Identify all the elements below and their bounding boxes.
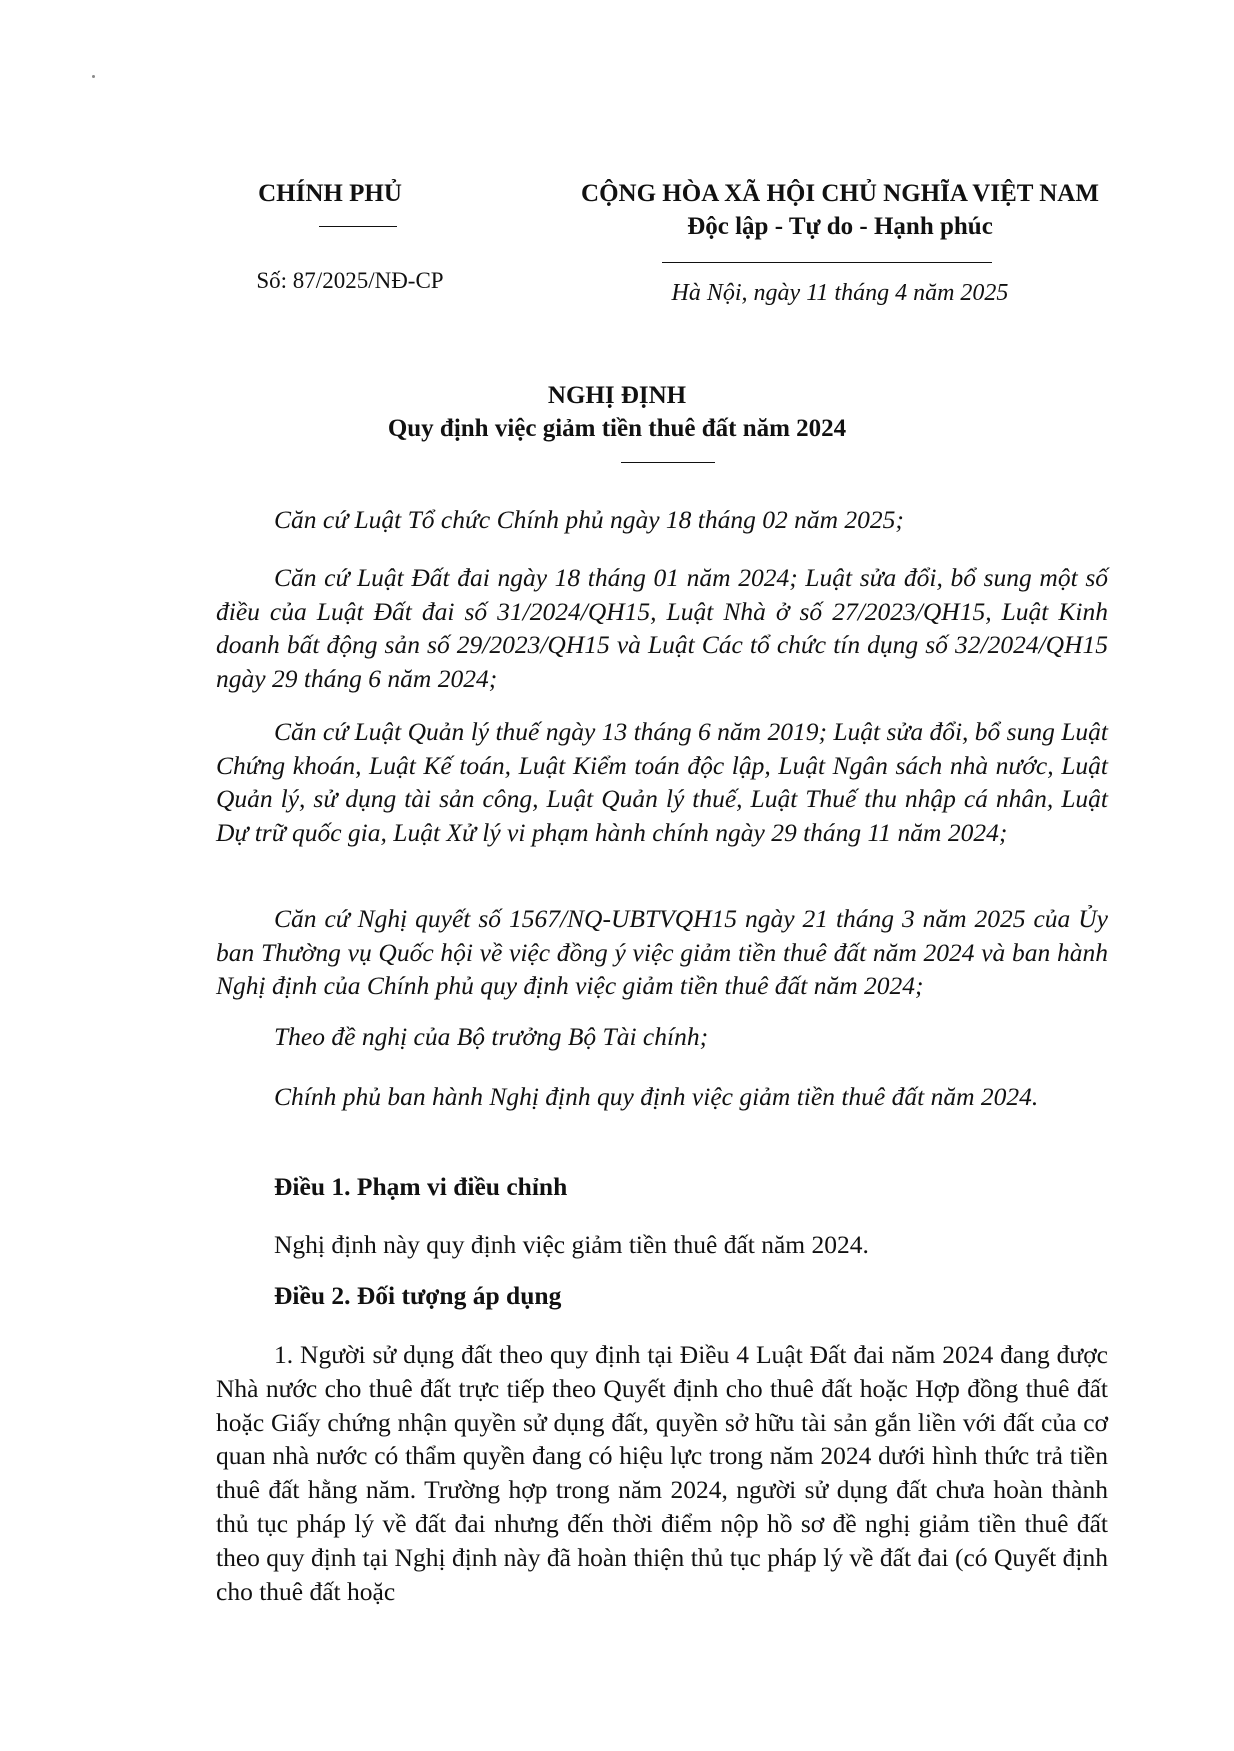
article-text: 1. Người sử dụng đất theo quy định tại Điều 4 Luật Đất đai năm 2024 đang được Nhà nước cho thuê đất trực tiếp theo Quyết định cho thuê đất hoặc Hợp đồng thuê đất hoặc Giấy chứng nhận quyền sử dụng đất, quyền sở hữu tài sản gắn liền với đất của cơ quan nhà nước có thẩm quyền đang có hiệu lực trong năm 2024 dưới hình thức trả tiền thuê đất hằng năm. Trường hợp trong năm 2024, người sử dụng đất chưa hoàn thành thủ tục pháp lý về đất đai nhưng đến thời điểm nộp hồ sơ đề nghị giảm tiền thuê đất theo quy định tại Nghị định này đã hoàn thiện thủ tục pháp lý về đất đai (có Quyết định cho thuê đất hoặc [216,1340,1108,1606]
scan-speck [92,75,95,78]
preamble-paragraph: Căn cứ Luật Đất đai ngày 18 tháng 01 năm 2024; Luật sửa đổi, bổ sung một số điều của Luật Đất đai số 31/2024/QH15, Luật Nhà ở số 27/2023/QH15, Luật Kinh doanh bất động sản số 29/2023/QH15 và Luật Các tổ chức tín dụng số 32/2024/QH15 ngày 29 tháng 6 năm 2024; [216,563,1108,693]
article-heading: Điều 2. Đối tượng áp dụng [274,1281,562,1310]
national-title: CỘNG HÒA XÃ HỘI CHỦ NGHĨA VIỆT NAM [581,180,1099,207]
preamble-paragraph: Chính phủ ban hành Nghị định quy định việc giảm tiền thuê đất năm 2024. [274,1082,1039,1111]
issuing-agency: CHÍNH PHỦ [258,180,402,207]
agency-underline [319,226,397,227]
document-type: NGHỊ ĐỊNH [547,382,687,409]
title-underline [621,462,715,463]
preamble-paragraph: Theo đề nghị của Bộ trưởng Bộ Tài chính; [274,1022,709,1051]
document-subject: Quy định việc giảm tiền thuê đất năm 2024 [387,415,847,442]
motto-underline [662,262,992,263]
document-number: Số: 87/2025/NĐ-CP [256,268,444,293]
preamble-paragraph: Căn cứ Nghị quyết số 1567/NQ-UBTVQH15 ngày 21 tháng 3 năm 2025 của Ủy ban Thường vụ Quốc hội về việc đồng ý việc giảm tiền thuê đất năm 2024 và ban hành Nghị định của Chính phủ quy định việc giảm tiền thuê đất năm 2024; [216,904,1108,1000]
article-heading: Điều 1. Phạm vi điều chỉnh [274,1172,568,1201]
national-motto: Độc lập - Tự do - Hạnh phúc [687,213,993,240]
preamble-paragraph: Căn cứ Luật Quản lý thuế ngày 13 tháng 6 năm 2019; Luật sửa đổi, bổ sung Luật Chứng khoán, Luật Kế toán, Luật Kiểm toán độc lập, Luật Ngân sách nhà nước, Luật Quản lý, sử dụng tài sản công, Luật Quản lý thuế, Luật Thuế thu nhập cá nhân, Luật Dự trữ quốc gia, Luật Xử lý vi phạm hành chính ngày 29 tháng 11 năm 2024; [216,717,1108,847]
place-and-date: Hà Nội, ngày 11 tháng 4 năm 2025 [671,280,1009,306]
article-text: Nghị định này quy định việc giảm tiền thuê đất năm 2024. [274,1230,869,1259]
preamble-paragraph: Căn cứ Luật Tổ chức Chính phủ ngày 18 tháng 02 năm 2025; [274,505,904,534]
